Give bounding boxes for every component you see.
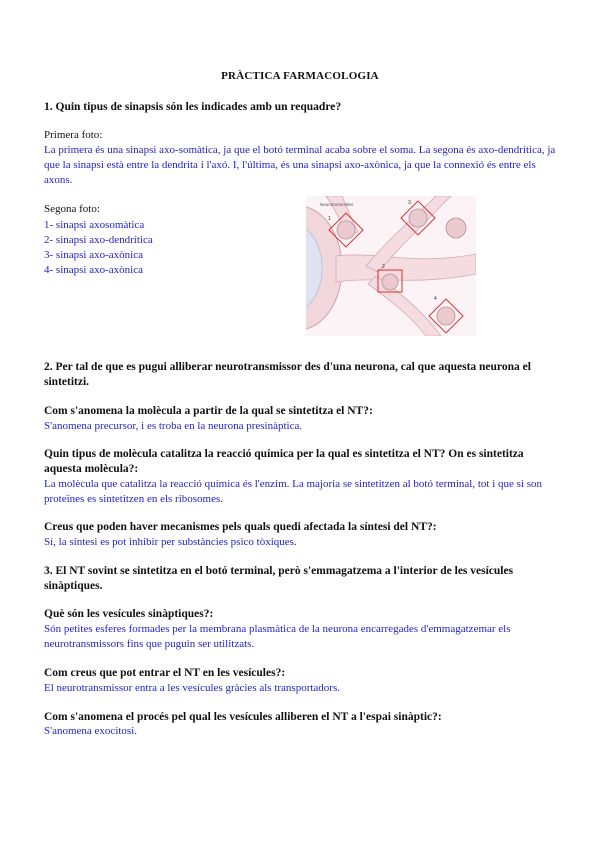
- question-2a: Com s'anomena la molècula a partir de la qual se sintetitza el NT?:: [44, 405, 373, 417]
- list-item: 2- sinapsi axo-dendrítica: [44, 234, 153, 246]
- figure-marker-1: 1: [328, 216, 331, 222]
- question-3-heading: 3. El NT sovint se sintetitza en el botó terminal, però s'emmagatzema a l'interior de les vesícules sinàptiques.: [44, 565, 514, 592]
- answer-2b: La molècula que catalitza la reacció química és l'enzim. La majoria se sintetitzen al botó terminal, tot i que si son proteïnes es sintetitzen en els ribosomes.: [44, 478, 543, 505]
- photo2-list: [44, 218, 153, 278]
- figure-marker-2: 2: [382, 264, 385, 270]
- question-3c: Com s'anomena el procés pel qual les vesícules alliberen el NT a l'espai sinàptic?:: [44, 711, 442, 723]
- answer-3c: S'anomena exocitosi.: [44, 725, 138, 737]
- figure-marker-3: 3: [408, 200, 411, 206]
- question-1: 1. Quin tipus de sinapsis són les indicades amb un requadre?: [44, 101, 342, 113]
- synapse-figure: [306, 196, 476, 336]
- list-item: 1- sinapsi axosomàtica: [44, 219, 145, 231]
- question-3b: Com creus que pot entrar el NT en les vesícules?:: [44, 667, 286, 679]
- question-2c: Creus que poden haver mecanismes pels quals quedi afectada la síntesi del NT?:: [44, 521, 437, 533]
- list-item: 4- sinapsi axo-axònica: [44, 264, 143, 276]
- photo2-label: Segona foto:: [44, 203, 100, 215]
- answer-3b: El neurotransmissor entra a les vesícules gràcies als transportadors.: [44, 682, 340, 694]
- document-title: PRÀCTICA FARMACOLOGIA: [221, 70, 379, 82]
- question-2b: Quin tipus de molècula catalitza la reacció química per la qual es sintetitza el NT? On es sintetitza aquesta molècula?:: [44, 448, 524, 475]
- figure-top-label: Neurotransmitter: [320, 202, 354, 207]
- question-2-heading: 2. Per tal de que es pugui alliberar neurotransmissor des d'una neurona, cal que aquesta neurona el sintetitzi.: [44, 361, 531, 388]
- photo1-label: Primera foto:: [44, 129, 103, 141]
- list-item: 3- sinapsi axo-axònica: [44, 249, 143, 261]
- answer-2a: S'anomena precursor, i es troba en la neurona presinàptica.: [44, 420, 303, 432]
- figure-marker-4: 4: [434, 296, 437, 302]
- answer-2c: Sí, la síntesi es pot inhibir per substàncies psico tòxiques.: [44, 536, 297, 548]
- question-3a: Què són les vesícules sinàptiques?:: [44, 608, 214, 620]
- photo1-answer: La primera és una sinapsi axo-somàtica, ja que el botó terminal acaba sobre el soma. La segona és axo-dendrítica, ja que la sinapsi està entre la dendrita i l'axó. I, l'última, és una sinapsi axo-axònica, ja que la connexió és entre els axons.: [44, 144, 556, 186]
- answer-3a: Són petites esferes formades per la membrana plasmàtica de la neurona encarregades d'emmagatzemar els neurotransmissors fins que puguin ser utilitzats.: [44, 623, 511, 650]
